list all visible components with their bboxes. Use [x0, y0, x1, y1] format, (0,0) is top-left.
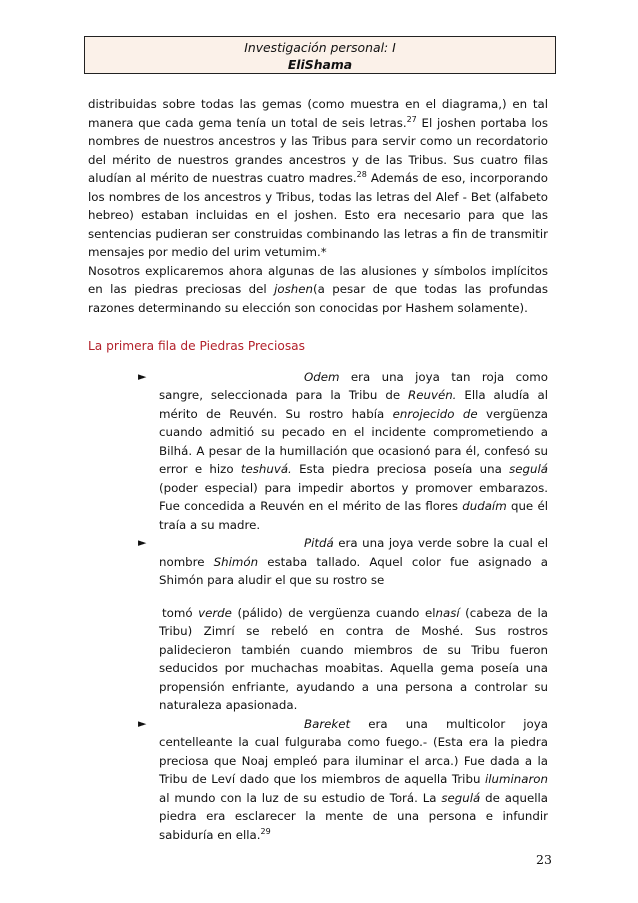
bullet-arrow-icon: ► [138, 369, 147, 383]
text-run: era una joya tan roja como sangre, seleccionada para la Tribu de [159, 369, 548, 402]
gem-list [88, 368, 548, 845]
text-run: El joshen portaba los nombres de nuestros ancestros y las Tribus para servir como un recordatorio del mérito de nuestros grandes ancestros y de las Tribus. Sus cuatro filas aludían al mérito de nuestras cuatro madres. [88, 115, 548, 185]
text-run: Además de eso, incorporando los nombres de los ancestros y Tribus, todas las letras del Alef - Bet (alfabeto hebreo) estaban incluidas en el joshen. Esto era necesario para que las sentencias pudieran ser construidas combinando las letras a fin de transmitir mensajes por medio del urim vetumim.* [88, 171, 548, 259]
text-run: estaba tallado. Aquel color fue asignado a Shimón para aludir el que su rostro se [159, 554, 548, 587]
list-item-pitda-continuation [88, 604, 548, 715]
gem-name: Bareket [304, 716, 351, 731]
list-item-pitda [88, 534, 548, 590]
text-run: tomó [162, 605, 199, 620]
list-item-odem [88, 368, 548, 535]
text-run: Nosotros explicaremos ahora algunas de las alusiones y símbolos implícitos en las piedras preciosas del [88, 263, 548, 296]
spacer [88, 590, 548, 604]
emphasis: enrojecido de [392, 406, 478, 421]
page-body [88, 95, 548, 844]
emphasis: iluminaron [484, 772, 548, 786]
text-run: que él traía a su madre. [159, 499, 548, 532]
section-heading: La primera fila de Piedras Preciosas [88, 339, 305, 353]
list-item-bareket [88, 715, 548, 845]
emphasis: verde [198, 605, 232, 620]
emphasis: Reuvén. [408, 388, 457, 402]
text-run: de aquella piedra era esclarecer la mente de una persona e infundir sabiduría en ella. [159, 790, 548, 842]
footnote-ref-28[interactable]: 28 [356, 170, 367, 180]
running-header [84, 36, 556, 74]
gem-name: Pitdá [304, 536, 334, 550]
emphasis: segulá [441, 790, 481, 805]
page-number: 23 [536, 852, 552, 867]
text-run: vergüenza cuando admitió su pecado en el incidente comprometiendo a Bilhá. A pesar de la humillación que ocasionó para él, confesó su error e hizo [159, 406, 548, 476]
text-run: (a pesar de que todas las profundas razones determinando su elección son conocidas por Hashem solamente). [88, 282, 548, 315]
text-run: al mundo con la luz de su estudio de Torá. La [159, 790, 442, 805]
text-run: Esta piedra preciosa poseía una [291, 462, 510, 476]
text-run: (pálido) de vergüenza cuando el [231, 605, 436, 620]
text-run: distribuidas sobre todas las gemas (como muestra en el diagrama,) en tal manera que cada gema tenía un total de seis letras. [88, 97, 548, 130]
paragraph-joshen-letters [88, 95, 548, 262]
footnote-ref-27[interactable]: 27 [406, 114, 417, 124]
text-run: era una joya verde sobre la cual el nombre [159, 536, 548, 569]
gem-name: Odem [304, 369, 340, 384]
emphasis: Shimón [213, 554, 259, 569]
bullet-arrow-icon: ► [138, 536, 147, 549]
emphasis: nasí [435, 605, 460, 620]
emphasis: dudaím [462, 499, 507, 513]
bullet-arrow-icon: ► [138, 716, 147, 730]
header-title: Investigación personal: I [244, 40, 396, 55]
emphasis: teshuvá. [240, 462, 292, 476]
footnote-ref-29[interactable]: 29 [260, 826, 271, 836]
header-author: EliShama [287, 57, 353, 72]
emphasis: segulá [509, 462, 548, 476]
text-run: (poder especial) para impedir abortos y promover embarazos. Fue concedida a Reuvén en el mérito de las flores [159, 480, 548, 513]
text-run: (cabeza de la Tribu) Zimrí se rebeló en contra de Moshé. Sus rostros palidecieron también cuando miembros de su Tribu fueron seducidos por muchachas moabitas. Aquella gema poseía una propensión enfriante, ayudando a una persona a controlar su naturaleza apasionada. [159, 605, 548, 712]
text-run: era una multicolor joya centelleante la cual fulguraba como fuego.- (Esta era la piedra preciosa que Noaj empleó para iluminar el arca.) Fue dada a la Tribu de Leví dado que los miembros de aquella Tribu [159, 716, 548, 786]
paragraph-allusions [88, 262, 548, 318]
text-run: Ella aludía al mérito de Reuvén. Su rostro había [159, 388, 548, 421]
emphasis: joshen [274, 282, 313, 296]
